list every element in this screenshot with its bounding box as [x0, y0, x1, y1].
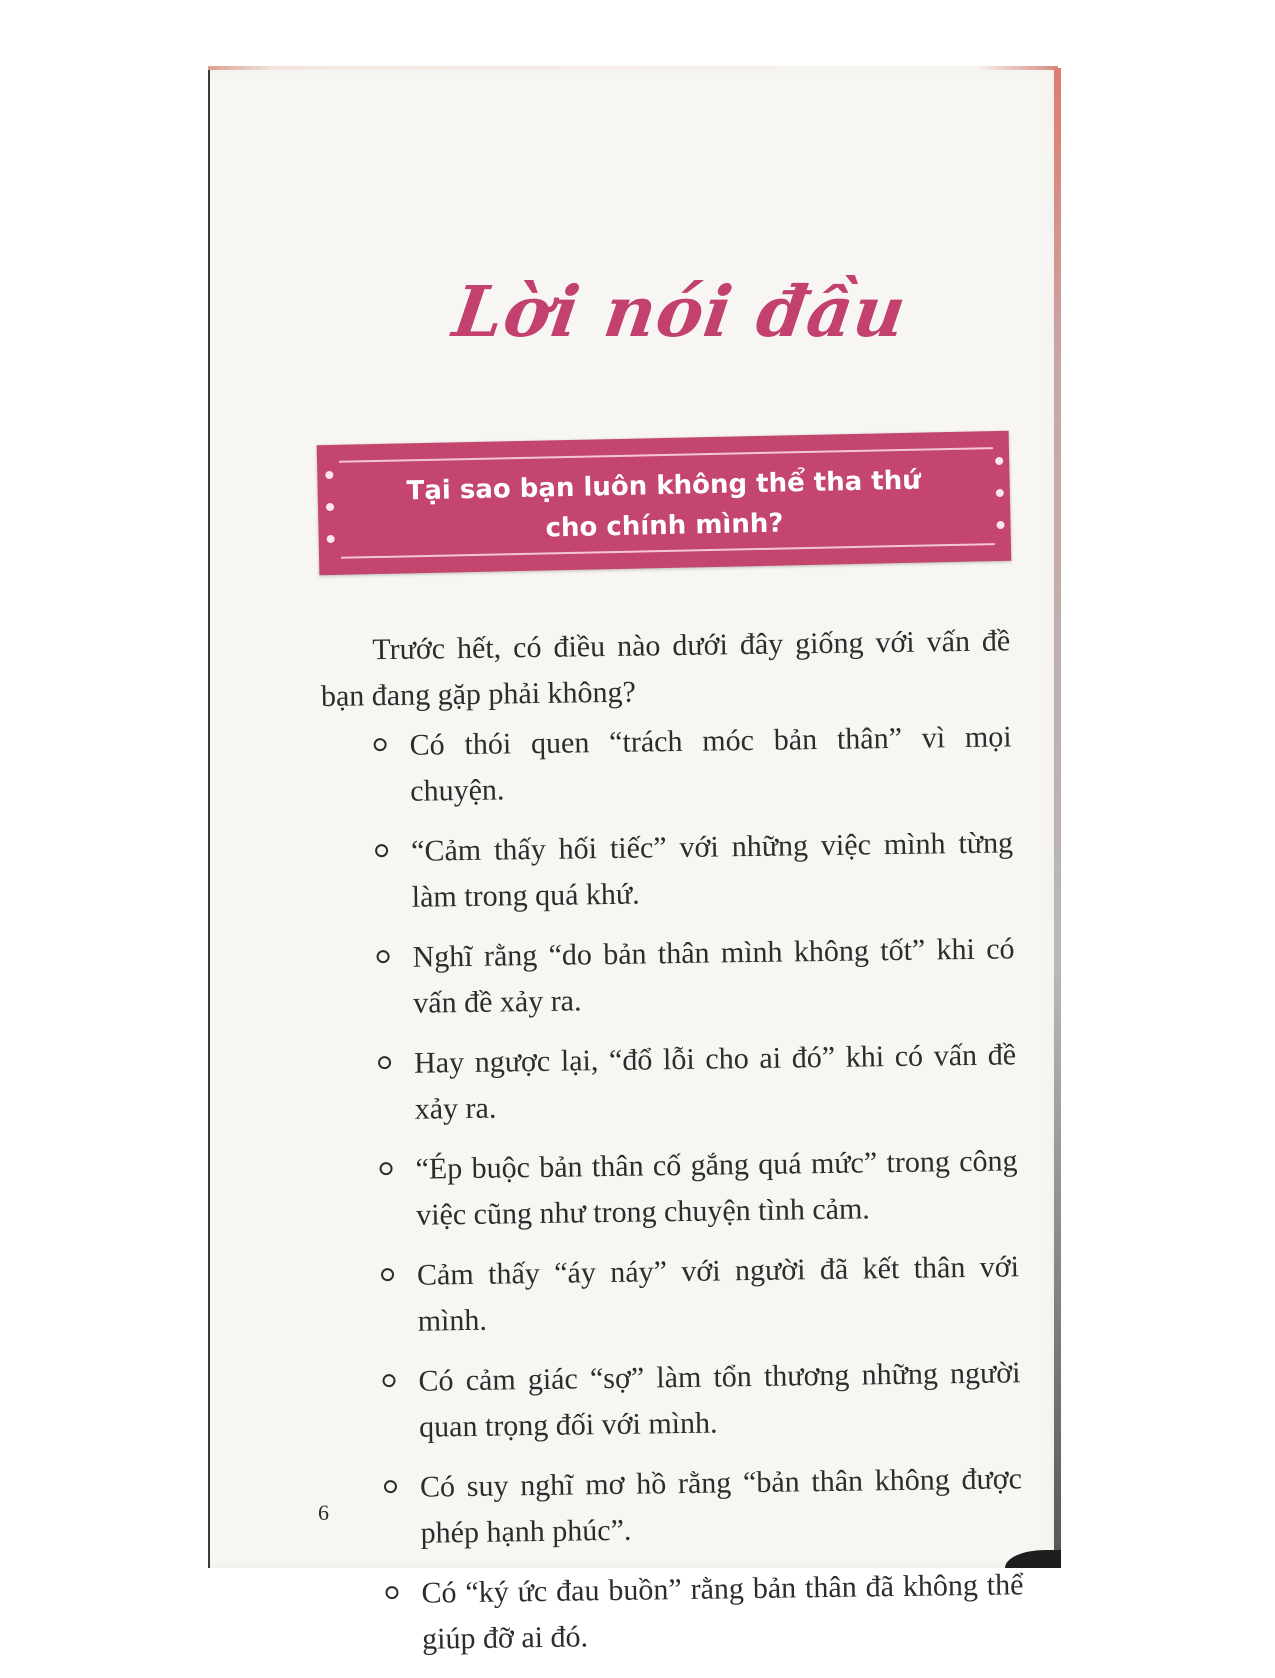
- list-item-text: “Cảm thấy hối tiếc” với những việc mình từng làm trong quá khứ.: [410, 826, 1014, 914]
- page-number: 6: [318, 1500, 329, 1525]
- list-item-text: “Ép buộc bản thân cố gắng quá mức” trong công việc cũng như trong chuyện tình cảm.: [415, 1144, 1018, 1232]
- list-item-text: Có cảm giác “sợ” làm tổn thương những người quan trọng đối với mình.: [418, 1356, 1021, 1444]
- circle-bullet-icon: [381, 1268, 394, 1281]
- list-item: [323, 820, 1014, 922]
- banner-heading-line-2: cho chính mình?: [545, 508, 784, 544]
- banner-heading: [377, 460, 951, 552]
- list-item-text: Có “ký ức đau buồn” rằng bản thân đã không thể giúp đỡ ai đó.: [421, 1568, 1024, 1656]
- heading-banner: [317, 431, 1012, 575]
- list-item-text: Cảm thấy “áy náy” với người đã kết thân với mình.: [416, 1250, 1020, 1338]
- circle-bullet-icon: [378, 1056, 391, 1069]
- list-item-text: Có suy nghĩ mơ hồ rằng “bản thân không được phép hạnh phúc”.: [419, 1462, 1023, 1550]
- circle-bullet-icon: [382, 1374, 395, 1387]
- banner-dot-icon: [995, 457, 1003, 465]
- banner-dot-icon: [996, 489, 1004, 497]
- list-item: [326, 1032, 1017, 1134]
- list-item-text: Nghĩ rằng “do bản thân mình không tốt” khi có vấn đề xảy ra.: [412, 932, 1015, 1020]
- banner-dot-icon: [996, 521, 1004, 529]
- banner-dot-icon: [326, 503, 334, 511]
- list-item: [327, 1138, 1018, 1240]
- page-top-edge: [208, 66, 1058, 70]
- list-item: [332, 1456, 1023, 1558]
- body-text: [320, 618, 1025, 1678]
- circle-bullet-icon: [379, 1162, 392, 1175]
- page-title: Lời nói đầu: [448, 270, 912, 353]
- circle-bullet-icon: [385, 1586, 398, 1599]
- page-right-edge: [1054, 68, 1061, 1568]
- circle-bullet-icon: [377, 950, 390, 963]
- list-item: [330, 1350, 1021, 1452]
- banner-dot-icon: [327, 535, 335, 543]
- list-item: [324, 926, 1015, 1028]
- list-item-text: Có thói quen “trách móc bản thân” vì mọi chuyện.: [409, 720, 1012, 808]
- list-item: [333, 1562, 1024, 1664]
- circle-bullet-icon: [374, 738, 387, 751]
- banner-heading-line-1: Tại sao bạn luôn không thể tha thứ: [406, 465, 921, 507]
- intro-paragraph: Trước hết, có điều nào dưới đây giống với vấn đề bạn đang gặp phải không?: [320, 624, 1011, 713]
- list-item-text: Hay ngược lại, “đổ lỗi cho ai đó” khi có vấn đề xảy ra.: [413, 1038, 1017, 1126]
- banner-dot-icon: [325, 471, 333, 479]
- list-item: [321, 714, 1012, 816]
- list-item: [329, 1244, 1020, 1346]
- circle-bullet-icon: [384, 1480, 397, 1493]
- circle-bullet-icon: [375, 844, 388, 857]
